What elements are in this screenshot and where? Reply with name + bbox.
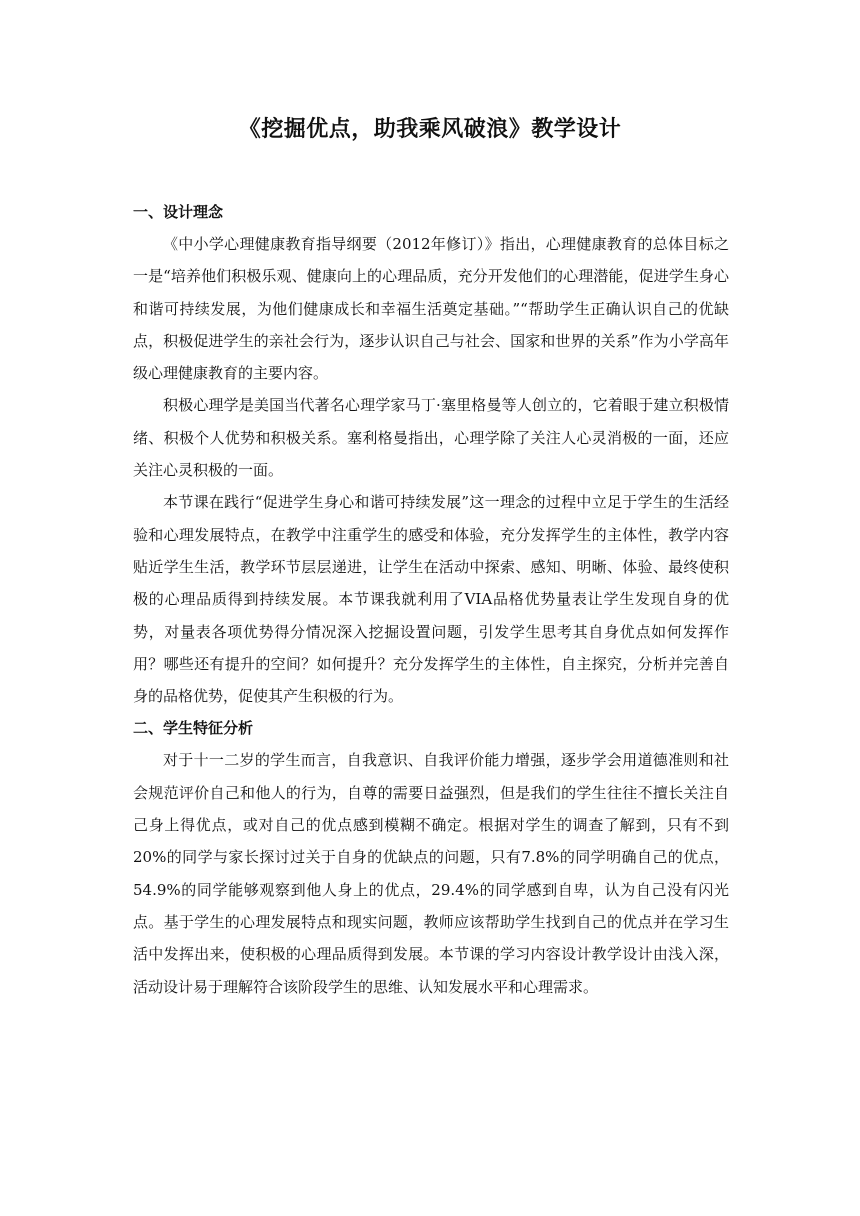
- section-heading: 二、学生特征分析: [133, 719, 254, 738]
- section-design-concept: [133, 196, 729, 712]
- paragraph: 对于十一二岁的学生而言，自我意识、自我评价能力增强，逐步学会用道德准则和社会规范评价自己和他人的行为，自尊的需要日益强烈，但是我们的学生往往不擅长关注自己身上得优点，或对自己的优点感到模糊不确定。根据对学生的调查了解到，只有不到20%的同学与家长探讨过关于自身的优缺点的问题，只有7.8%的同学明确自己的优点，54.9%的同学能够观察到他人身上的优点，29.4%的同学感到自卑，认为自己没有闪光点。基于学生的心理发展特点和现实问题，教师应该帮助学生找到自己的优点并在学习生活中发挥出来，使积极的心理品质得到发展。本节课的学习内容设计教学设计由浅入深，活动设计易于理解符合该阶段学生的思维、认知发展水平和心理需求。: [133, 751, 729, 996]
- paragraph: 《中小学心理健康教育指导纲要（2012年修订）》指出，心理健康教育的总体目标之一是“培养他们积极乐观、健康向上的心理品质，充分开发他们的心理潜能，促进学生身心和谐可持续发展，为他们健康成长和幸福生活奠定基础。”“帮助学生正确认识自己的优缺点，积极促进学生的亲社会行为，逐步认识自己与社会、国家和世界的关系”作为小学高年级心理健康教育的主要内容。: [133, 235, 729, 383]
- document-title: 《挖掘优点，助我乘风破浪》教学设计: [238, 117, 622, 142]
- document-body: [133, 196, 729, 1003]
- paragraph: 本节课在践行“促进学生身心和谐可持续发展”这一理念的过程中立足于学生的生活经验和心理发展特点，在教学中注重学生的感受和体验，充分发挥学生的主体性，教学内容贴近学生生活，教学环节层层递进，让学生在活动中探索、感知、明晰、体验、最终使积极的心理品质得到持续发展。本节课我就利用了VIA品格优势量表让学生发现自身的优势，对量表各项优势得分情况深入挖掘设置问题，引发学生思考其自身优点如何发挥作用？哪些还有提升的空间？如何提升？充分发挥学生的主体性，自主探究，分析并完善自身的品格优势，促使其产生积极的行为。: [133, 493, 729, 706]
- section-student-analysis: [133, 712, 729, 1002]
- section-heading: 一、设计理念: [133, 203, 224, 221]
- paragraph: 积极心理学是美国当代著名心理学家马丁·塞里格曼等人创立的，它着眼于建立积极情绪、积极个人优势和积极关系。塞利格曼指出，心理学除了关注人心灵消极的一面，还应关注心灵积极的一面。: [133, 396, 729, 480]
